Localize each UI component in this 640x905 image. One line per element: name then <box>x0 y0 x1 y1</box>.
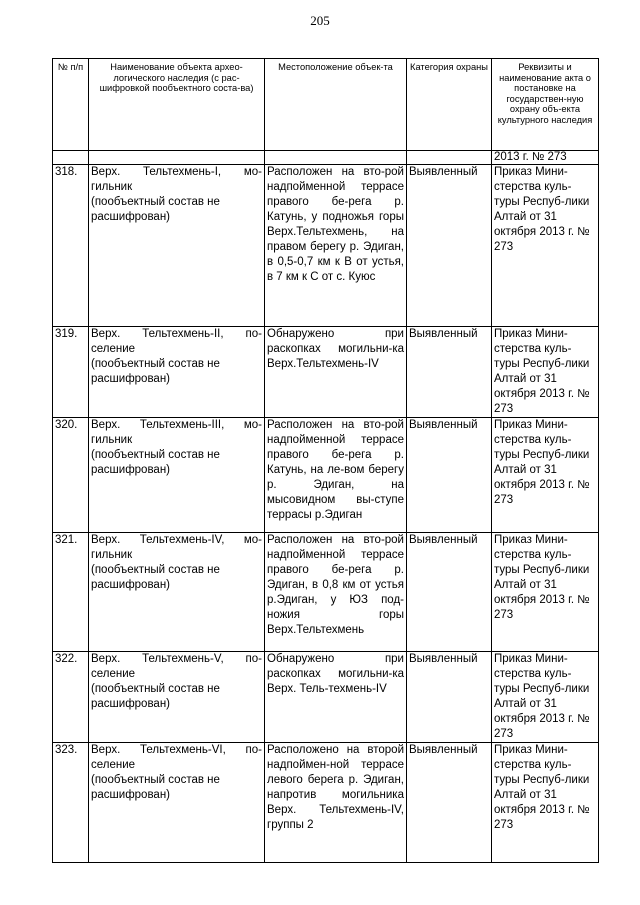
object-composition: (пообъектный состав не расшифрован) <box>91 449 220 476</box>
protection-category: Выявленный <box>407 743 492 863</box>
object-name: Верх. Тельтехмень-V, по-селение <box>91 653 262 680</box>
protection-category: Выявленный <box>407 327 492 418</box>
act-requisites: Приказ Мини-стерства куль-туры Респуб-лики Алтай от 31 октября 2013 г. № 273 <box>492 652 599 743</box>
protection-category: Выявленный <box>407 165 492 327</box>
act-requisites: Приказ Мини-стерства куль-туры Респуб-лики Алтай от 31 октября 2013 г. № 273 <box>492 418 599 533</box>
object-location: Обнаружено при раскопках могильни-ка Верх. Тель-техмень-IV <box>265 652 407 743</box>
object-name: Верх. Тельтехмень-VI, по-селение <box>91 744 262 771</box>
table-row <box>53 327 599 418</box>
act-requisites: Приказ Мини-стерства куль-туры Респуб-лики Алтай от 31 октября 2013 г. № 273 <box>492 533 599 652</box>
row-number: 322. <box>53 652 89 743</box>
object-name: Верх. Тельтехмень-I, мо-гильник <box>91 166 262 193</box>
header-row <box>53 59 599 151</box>
continuation-row <box>53 151 599 165</box>
object-name: Верх. Тельтехмень-II, по-селение <box>91 328 262 355</box>
continuation-requisites: 2013 г. № 273 <box>492 151 599 165</box>
object-composition: (пообъектный состав не расшифрован) <box>91 564 220 591</box>
table-row <box>53 743 599 863</box>
header-name: Наименование объекта архео-логического наследия (с рас-шифровкой пообъектного соста-ва) <box>89 59 265 151</box>
table-row <box>53 418 599 533</box>
protection-category: Выявленный <box>407 418 492 533</box>
row-number: 318. <box>53 165 89 327</box>
act-requisites: Приказ Мини-стерства куль-туры Респуб-лики Алтай от 31 октября 2013 г. № 273 <box>492 165 599 327</box>
object-name: Верх. Тельтехмень-III, мо-гильник <box>91 419 262 446</box>
object-composition: (пообъектный состав не расшифрован) <box>91 683 220 710</box>
object-location: Обнаружено при раскопках могильни-ка Верх.Тельтехмень-IV <box>265 327 407 418</box>
heritage-registry-table <box>52 58 599 863</box>
protection-category: Выявленный <box>407 652 492 743</box>
object-name: Верх. Тельтехмень-IV, мо-гильник <box>91 534 262 561</box>
table-row <box>53 533 599 652</box>
object-composition: (пообъектный состав не расшифрован) <box>91 196 220 223</box>
act-requisites: Приказ Мини-стерства куль-туры Респуб-лики Алтай от 31 октября 2013 г. № 273 <box>492 743 599 863</box>
act-requisites: Приказ Мини-стерства куль-туры Респуб-лики Алтай от 31 октября 2013 г. № 273 <box>492 327 599 418</box>
object-location: Расположен на вто-рой надпойменной террасе правого бе-рега р. Катунь, на ле-вом берегу р. Эдиган, на мысовидном вы-ступе террасы р.Эдиган <box>265 418 407 533</box>
row-number: 320. <box>53 418 89 533</box>
row-number: 319. <box>53 327 89 418</box>
header-location: Местоположение объек-та <box>265 59 407 151</box>
object-location: Расположен на вто-рой надпойменной террасе правого бе-рега р. Катунь, у подножья горы Верх.Тельтехмень, на правом берегу р. Эдиган, в 0,5-0,7 км к В от устья, в 7 км к С от с. Куюс <box>265 165 407 327</box>
header-category: Категория охраны <box>407 59 492 151</box>
protection-category: Выявленный <box>407 533 492 652</box>
header-num: № п/п <box>53 59 89 151</box>
object-location: Расположен на вто-рой надпойменной террасе правого бе-рега р. Эдиган, в 0,8 км от устья р.Эдиган, у ЮЗ под-ножия горы Верх.Тельтехмень <box>265 533 407 652</box>
page-number: 205 <box>310 13 330 28</box>
table-row <box>53 652 599 743</box>
header-requisites: Реквизиты и наименование акта о постановке на государствен-ную охрану объ-екта культурного наследия <box>492 59 599 151</box>
object-location: Расположено на второй надпоймен-ной террасе левого берега р. Эдиган, напротив могильника Верх. Тельтехмень-IV, группы 2 <box>265 743 407 863</box>
row-number: 323. <box>53 743 89 863</box>
object-composition: (пообъектный состав не расшифрован) <box>91 358 220 385</box>
row-number: 321. <box>53 533 89 652</box>
table-row <box>53 165 599 327</box>
object-composition: (пообъектный состав не расшифрован) <box>91 774 220 801</box>
